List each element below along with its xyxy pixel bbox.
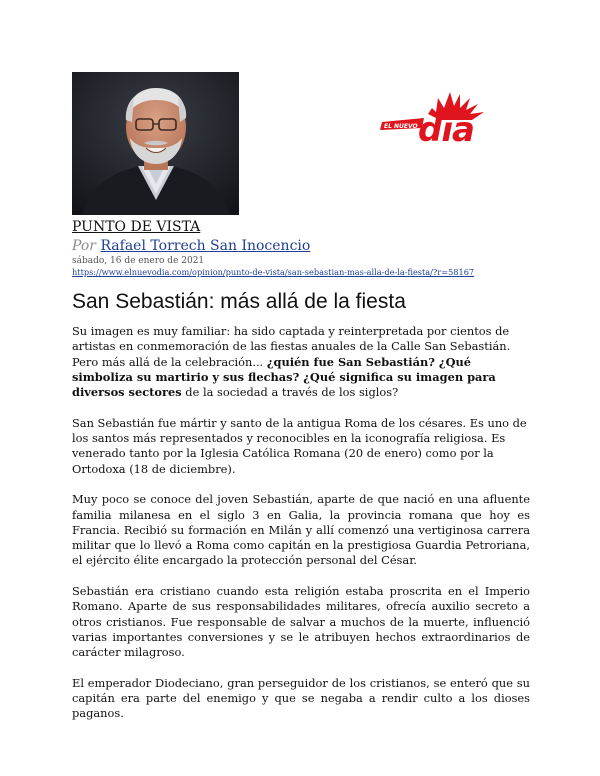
author-link[interactable]: Rafael Torrech San Inocencio bbox=[100, 238, 311, 254]
paragraph: El emperador Diodeciano, gran perseguidor de los cristianos, se enteró que su capitán era parte del enemigo y que se negaba a rendir culto a los dioses paganos. bbox=[72, 675, 530, 721]
paragraph-bold-text: ¿quién fue San Sebastián? ¿Qué simboliza su martirio y sus flechas? ¿Qué significa su imagen para diversos sectores bbox=[72, 354, 496, 400]
author-photo bbox=[72, 72, 239, 215]
source-url-link[interactable]: https://www.elnuevodia.com/opinion/punto-de-vista/san-sebastian-mas-alla-de-la-fiesta/?r=58167 bbox=[72, 267, 475, 277]
section-label[interactable]: PUNTO DE VISTA bbox=[72, 219, 201, 235]
svg-text:EL NUEVO: EL NUEVO bbox=[384, 123, 418, 130]
byline-prefix: Por bbox=[72, 238, 96, 254]
paragraph-text: Su imagen es muy familiar: ha sido captada y reinterpretada por cientos de artistas en conmemoración de las fiestas anuales de la Calle San Sebastián. Pero más allá de la celebración... bbox=[72, 324, 511, 369]
byline bbox=[72, 237, 310, 255]
paragraph bbox=[72, 324, 530, 400]
article-body bbox=[72, 324, 530, 737]
article-title: San Sebastián: más allá de la fiesta bbox=[72, 290, 406, 313]
paragraph: San Sebastián fue mártir y santo de la antigua Roma de los césares. Es uno de los santos más representados y reconocibles en la iconografía religiosa. Es venerado tanto por la Iglesia Católica Romana (20 de enero) como por la Ortodoxa (18 de diciembre). bbox=[72, 415, 527, 476]
paragraph: Sebastián era cristiano cuando esta religión estaba proscrita en el Imperio Romano. Aparte de sus responsabilidades militares, ofrecía auxilio secreto a otros cristianos. Fue responsable de salvar a muchos de la muerte, influenció varias importantes conversiones y se le atribuyen hechos extraordinarios de carácter milagroso. bbox=[72, 584, 530, 660]
svg-text:día: día bbox=[418, 110, 474, 146]
paragraph: Muy poco se conoce del joven Sebastián, aparte de que nació en una afluente familia milanesa en el siglo 3 en Galia, la provincia romana que hoy es Francia. Recibió su formación en Milán y allí comenzó una vertiginosa carrera militar que lo llevó a Roma como capitán en la prestigiosa Guardia Petroriana, el ejército élite encargado la protección personal del César. bbox=[72, 492, 530, 568]
paragraph-text: de la sociedad a través de los siglos? bbox=[181, 385, 399, 400]
el-nuevo-dia-logo bbox=[380, 88, 495, 146]
publish-date: sábado, 16 de enero de 2021 bbox=[72, 256, 205, 266]
